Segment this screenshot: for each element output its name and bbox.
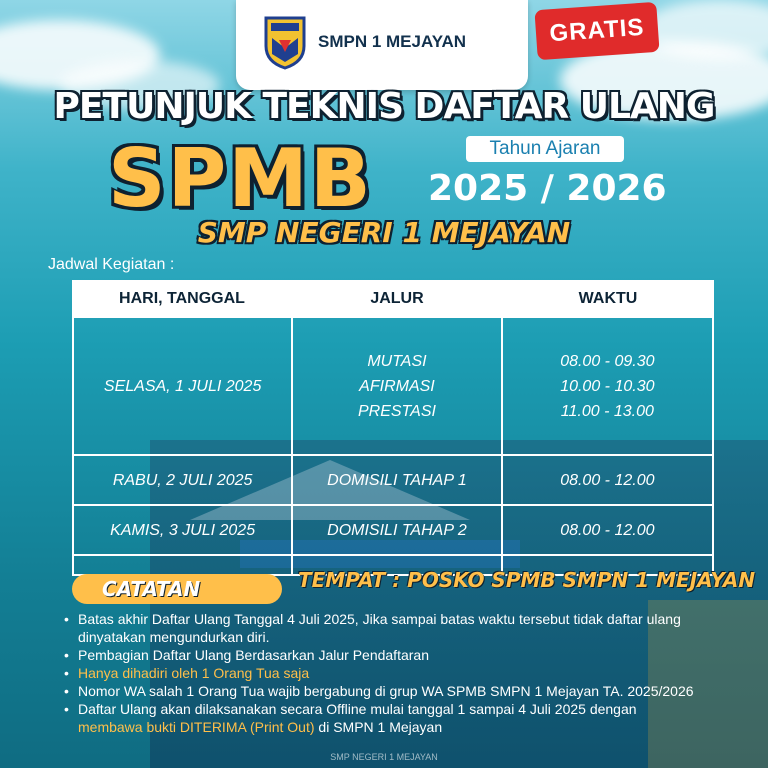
waktu-item: 08.00 - 09.30 — [560, 352, 655, 370]
gratis-badge: GRATIS — [534, 2, 659, 60]
catatan-label: CATATAN — [72, 574, 282, 604]
waktu-item: 10.00 - 10.30 — [560, 377, 655, 395]
schedule-table — [72, 280, 714, 576]
empty-cell — [74, 556, 291, 574]
note-text: Pembagian Daftar Ulang Berdasarkan Jalur Pendaftaran — [78, 647, 429, 663]
header-date: HARI, TANGGAL — [119, 290, 245, 307]
note-item — [62, 646, 752, 664]
spmb-title: SPMB — [108, 132, 373, 225]
row-jalur — [291, 318, 500, 454]
academic-year: 2025 / 2026 — [428, 168, 667, 209]
table-row — [72, 456, 714, 506]
note-text: Nomor WA salah 1 Orang Tua wajib bergabung di grup WA SPMB SMPN 1 Mejayan TA. 2025/2026 — [78, 683, 694, 699]
table-row — [72, 318, 714, 456]
row-date: RABU, 2 JULI 2025 — [112, 471, 253, 489]
note-item — [62, 700, 752, 736]
row-jalur: DOMISILI TAHAP 2 — [291, 506, 500, 554]
notes-list — [62, 610, 752, 736]
note-text: Batas akhir Daftar Ulang Tanggal 4 Juli 2025, Jika sampai batas waktu tersebut tidak daftar ulang dinyatakan mengundurkan diri. — [78, 611, 681, 645]
row-date: SELASA, 1 JULI 2025 — [103, 377, 262, 395]
waktu-item: 11.00 - 13.00 — [560, 402, 654, 420]
note-text-highlight: membawa bukti DITERIMA (Print Out) — [78, 719, 315, 735]
row-waktu: 08.00 - 12.00 — [501, 456, 712, 504]
table-header — [72, 280, 714, 318]
page-title: PETUNJUK TEKNIS DAFTAR ULANG — [53, 86, 715, 127]
header-card — [236, 0, 528, 90]
table-row — [72, 506, 714, 556]
header-jalur: JALUR — [370, 290, 424, 307]
row-jalur: DOMISILI TAHAP 1 — [291, 456, 500, 504]
jalur-item: MUTASI — [367, 352, 427, 370]
note-text: di SMPN 1 Mejayan — [314, 719, 443, 735]
row-date: KAMIS, 3 JULI 2025 — [110, 521, 256, 539]
school-name: SMP NEGERI 1 MEJAYAN — [197, 216, 571, 249]
footer-text: SMP NEGERI 1 MEJAYAN — [330, 752, 438, 762]
tempat-text: TEMPAT : POSKO SPMB SMPN 1 MEJAYAN — [298, 568, 756, 592]
note-item — [62, 664, 752, 682]
header-waktu: WAKTU — [578, 290, 638, 307]
jalur-item: PRESTASI — [357, 402, 436, 420]
schedule-label: Jadwal Kegiatan : — [48, 256, 175, 273]
school-label: SMPN 1 MEJAYAN — [318, 32, 467, 51]
note-text-highlight: Hanya dihadiri oleh 1 Orang Tua saja — [78, 665, 310, 681]
note-item — [62, 610, 752, 646]
note-text: Daftar Ulang akan dilaksanakan secara Offline mulai tanggal 1 sampai 4 Juli 2025 dengan — [78, 701, 637, 717]
school-logo-icon — [262, 14, 308, 70]
note-item — [62, 682, 752, 700]
tahun-ajaran-label: Tahun Ajaran — [466, 136, 624, 162]
jalur-item: AFIRMASI — [359, 377, 435, 395]
row-waktu: 08.00 - 12.00 — [501, 506, 712, 554]
row-waktu — [501, 318, 712, 454]
